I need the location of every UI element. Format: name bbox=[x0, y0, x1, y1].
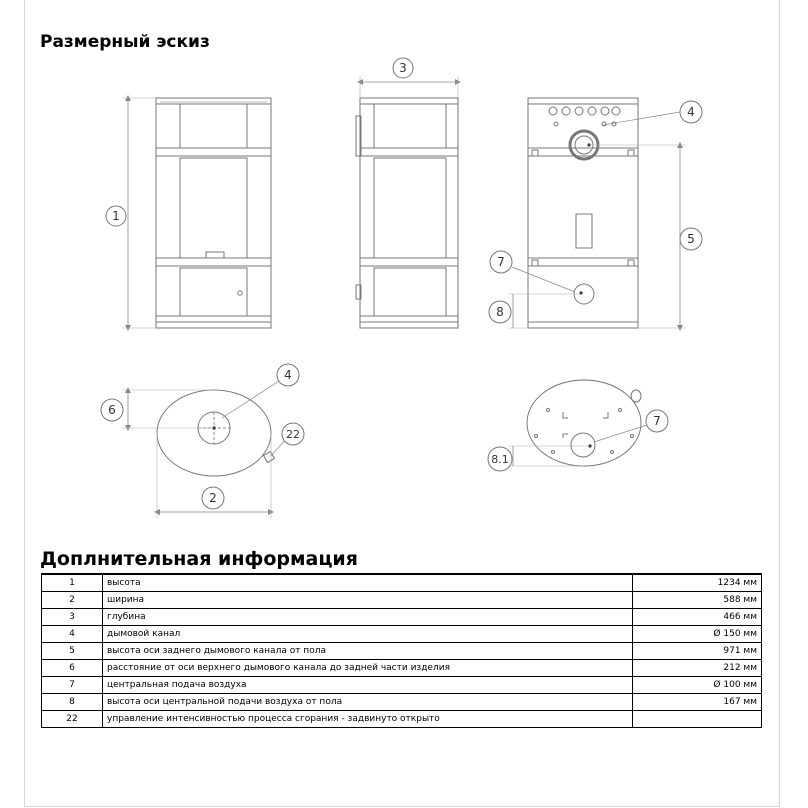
table-row bbox=[42, 677, 762, 694]
svg-text:8: 8 bbox=[496, 305, 504, 319]
table-row bbox=[42, 609, 762, 626]
row-number: 6 bbox=[42, 660, 103, 677]
bottom-view bbox=[527, 380, 641, 466]
svg-text:8.1: 8.1 bbox=[491, 453, 509, 466]
row-label: высота оси заднего дымового канала от пола bbox=[103, 643, 633, 660]
table-row bbox=[42, 574, 762, 592]
callout-22 bbox=[282, 423, 304, 445]
svg-text:1: 1 bbox=[112, 209, 120, 223]
row-label: дымовой канал bbox=[103, 626, 633, 643]
row-number: 22 bbox=[42, 711, 103, 728]
callout-8 bbox=[489, 301, 511, 323]
table-row bbox=[42, 694, 762, 711]
row-number: 7 bbox=[42, 677, 103, 694]
callout-7-rear bbox=[490, 251, 512, 273]
row-label: высота оси центральной подачи воздуха от пола bbox=[103, 694, 633, 711]
callout-3 bbox=[393, 58, 413, 78]
row-value: Ø 100 мм bbox=[633, 677, 762, 694]
row-value bbox=[633, 711, 762, 728]
svg-text:4: 4 bbox=[284, 368, 292, 382]
row-number: 8 bbox=[42, 694, 103, 711]
row-label: высота bbox=[103, 574, 633, 592]
row-number: 3 bbox=[42, 609, 103, 626]
row-value: 167 мм bbox=[633, 694, 762, 711]
row-number: 2 bbox=[42, 592, 103, 609]
info-title: Доплнительная информация bbox=[40, 548, 358, 570]
table-row bbox=[42, 592, 762, 609]
svg-text:3: 3 bbox=[399, 61, 407, 75]
table-row bbox=[42, 660, 762, 677]
row-number: 4 bbox=[42, 626, 103, 643]
table-row bbox=[42, 626, 762, 643]
row-number: 5 bbox=[42, 643, 103, 660]
row-label: центральная подача воздуха bbox=[103, 677, 633, 694]
row-value: 971 мм bbox=[633, 643, 762, 660]
top-view bbox=[157, 390, 274, 476]
callout-4-rear bbox=[680, 101, 702, 123]
svg-text:2: 2 bbox=[209, 491, 217, 505]
callout-5 bbox=[680, 228, 702, 250]
callout-8-1 bbox=[488, 447, 512, 471]
row-label: управление интенсивностью процесса сгорания - задвинуто открыто bbox=[103, 711, 633, 728]
table-row bbox=[42, 643, 762, 660]
callout-2 bbox=[202, 487, 224, 509]
svg-text:7: 7 bbox=[653, 414, 661, 428]
side-view bbox=[356, 98, 458, 328]
row-value: 1234 мм bbox=[633, 574, 762, 592]
table-row bbox=[42, 711, 762, 728]
row-value: 466 мм bbox=[633, 609, 762, 626]
svg-text:4: 4 bbox=[687, 105, 695, 119]
row-value: 588 мм bbox=[633, 592, 762, 609]
callout-6 bbox=[101, 399, 123, 421]
svg-text:22: 22 bbox=[286, 428, 300, 441]
svg-text:7: 7 bbox=[497, 255, 505, 269]
row-label: расстояние от оси верхнего дымового канала до задней части изделия bbox=[103, 660, 633, 677]
row-value: Ø 150 мм bbox=[633, 626, 762, 643]
svg-text:5: 5 bbox=[687, 232, 695, 246]
info-table bbox=[41, 573, 762, 728]
row-value: 212 мм bbox=[633, 660, 762, 677]
sketch-title: Размерный эскиз bbox=[40, 32, 210, 52]
dimension-3 bbox=[360, 76, 458, 98]
row-label: глубина bbox=[103, 609, 633, 626]
dimension-1 bbox=[122, 98, 156, 328]
callout-7-bottom bbox=[646, 410, 668, 432]
callout-4-top bbox=[277, 364, 299, 386]
rear-view bbox=[528, 98, 638, 328]
svg-text:6: 6 bbox=[108, 403, 116, 417]
callout-1 bbox=[106, 206, 126, 226]
front-view bbox=[156, 98, 271, 328]
row-label: ширина bbox=[103, 592, 633, 609]
row-number: 1 bbox=[42, 574, 103, 592]
leader-22 bbox=[271, 440, 285, 456]
